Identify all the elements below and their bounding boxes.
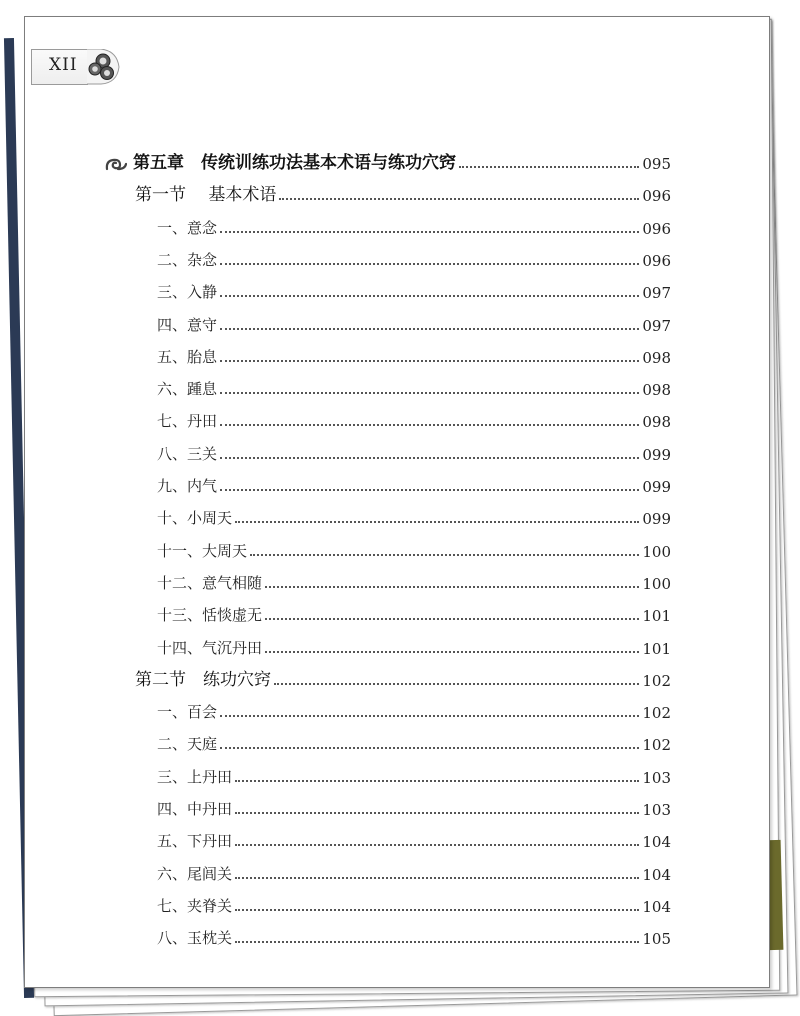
- toc-page-number: 098: [642, 381, 671, 400]
- toc-item-entry[interactable]: [157, 601, 671, 625]
- toc-entry-title: 一、百会: [157, 703, 218, 722]
- toc-page-number: 099: [642, 510, 671, 529]
- toc-item-entry[interactable]: [157, 472, 671, 496]
- toc-item-entry[interactable]: [157, 827, 671, 851]
- toc-item-entry[interactable]: [157, 569, 671, 593]
- dot-leader: [220, 424, 639, 426]
- dot-leader: [220, 263, 639, 265]
- toc-page-number: 101: [642, 607, 671, 626]
- toc-page: [24, 16, 770, 988]
- dot-leader: [235, 941, 639, 943]
- toc-entry-title: 六、踵息: [157, 380, 218, 399]
- toc-entry-title: 七、丹田: [157, 412, 218, 431]
- dot-leader: [220, 392, 639, 394]
- toc-page-number: 098: [642, 413, 671, 432]
- toc-entry-title: 第一节 基本术语: [135, 185, 277, 206]
- cloud-ornament-icon: [87, 49, 121, 85]
- dot-leader: [220, 231, 639, 233]
- page-number-label: XII: [49, 55, 78, 75]
- toc-item-entry[interactable]: [157, 407, 671, 431]
- toc-item-entry[interactable]: [157, 504, 671, 528]
- dot-leader: [279, 198, 639, 200]
- toc-item-entry[interactable]: [157, 795, 671, 819]
- toc-page-number: 098: [642, 348, 671, 367]
- toc-entry-title: 十一、大周天: [157, 541, 248, 560]
- toc-entry-title: 九、内气: [157, 477, 218, 495]
- toc-entry-title: 七、夹脊关: [157, 896, 233, 915]
- toc-entry-title: 八、三关: [157, 444, 218, 463]
- toc-item-entry[interactable]: [157, 311, 671, 335]
- toc-entry-title: 第五章 传统训练功法基本术语与练功穴窍: [133, 153, 456, 173]
- cloud-swirl-icon: [105, 157, 127, 171]
- dot-leader: [220, 457, 639, 459]
- dot-leader: [235, 909, 639, 911]
- toc-entry-title: 四、意守: [157, 315, 218, 334]
- toc-page-number: 099: [642, 478, 671, 496]
- dot-leader: [265, 586, 639, 588]
- dot-leader: [235, 877, 639, 879]
- toc-section-entry[interactable]: [135, 181, 671, 205]
- toc-entry-title: 五、胎息: [157, 347, 218, 366]
- toc-page-number: 101: [642, 639, 671, 658]
- toc-page-number: 104: [642, 897, 671, 916]
- toc-chapter-entry[interactable]: [105, 149, 671, 173]
- toc-page-number: 096: [642, 187, 671, 206]
- dot-leader: [220, 295, 639, 297]
- toc-entry-title: 六、尾闾关: [157, 864, 233, 883]
- dot-leader: [235, 780, 639, 782]
- toc-item-entry[interactable]: [157, 698, 671, 722]
- toc-entry-title: 四、中丹田: [157, 800, 233, 818]
- dot-leader: [220, 328, 639, 330]
- toc-page-number: 103: [642, 768, 671, 787]
- dot-leader: [265, 651, 639, 653]
- dot-leader: [220, 747, 639, 749]
- toc-entry-title: 五、下丹田: [157, 832, 233, 851]
- toc-entry-title: 一、意念: [157, 218, 218, 237]
- toc-entry-title: 十、小周天: [157, 509, 233, 528]
- toc-item-entry[interactable]: [157, 924, 671, 948]
- toc-page-number: 097: [642, 284, 671, 303]
- toc-item-entry[interactable]: [157, 214, 671, 238]
- toc-item-entry[interactable]: [157, 763, 671, 787]
- toc-page-number: 097: [642, 316, 671, 335]
- toc-page-number: 095: [642, 155, 671, 173]
- toc-item-entry[interactable]: [157, 730, 671, 754]
- toc-page-number: 096: [642, 219, 671, 238]
- toc-item-entry[interactable]: [157, 375, 671, 399]
- dot-leader: [220, 489, 639, 491]
- toc-page-number: 099: [642, 445, 671, 464]
- page-number-tab: [31, 49, 121, 85]
- toc-page-number: 100: [642, 574, 671, 593]
- toc-entry-title: 三、入静: [157, 283, 218, 302]
- dot-leader: [220, 360, 639, 362]
- toc-entry-title: 十二、意气相随: [157, 573, 263, 592]
- toc-item-entry[interactable]: [157, 892, 671, 916]
- toc-item-entry[interactable]: [157, 634, 671, 658]
- toc-entry-title: 三、上丹田: [157, 767, 233, 786]
- dot-leader: [235, 844, 639, 846]
- toc-item-entry[interactable]: [157, 246, 671, 270]
- toc-entry-title: 十四、气沉丹田: [157, 638, 263, 657]
- toc-item-entry[interactable]: [157, 860, 671, 884]
- dot-leader: [220, 715, 639, 717]
- toc-item-entry[interactable]: [157, 440, 671, 464]
- toc-page-number: 103: [642, 801, 671, 819]
- toc-entry-title: 二、杂念: [157, 250, 218, 269]
- toc-entry-title: 十三、恬惔虚无: [157, 606, 263, 625]
- toc-page-number: 104: [642, 833, 671, 852]
- toc-item-entry[interactable]: [157, 537, 671, 561]
- toc-section-entry[interactable]: [135, 666, 671, 690]
- dot-leader: [235, 521, 639, 523]
- dot-leader: [250, 554, 639, 556]
- toc-entry-title: 八、玉枕关: [157, 929, 233, 948]
- toc-entry-title: 第二节 练功穴窍: [135, 669, 271, 690]
- dot-leader: [235, 812, 639, 814]
- toc-page-number: 096: [642, 251, 671, 270]
- toc-item-entry[interactable]: [157, 343, 671, 367]
- toc-page-number: 105: [642, 930, 671, 949]
- toc-page-number: 102: [642, 671, 671, 690]
- toc-page-number: 104: [642, 865, 671, 884]
- toc-page-number: 102: [642, 704, 671, 723]
- dot-leader: [274, 683, 639, 685]
- toc-item-entry[interactable]: [157, 278, 671, 302]
- toc-page-number: 100: [642, 542, 671, 561]
- dot-leader: [459, 166, 639, 168]
- dot-leader: [265, 618, 639, 620]
- toc-entry-title: 二、天庭: [157, 735, 218, 754]
- toc-page-number: 102: [642, 736, 671, 755]
